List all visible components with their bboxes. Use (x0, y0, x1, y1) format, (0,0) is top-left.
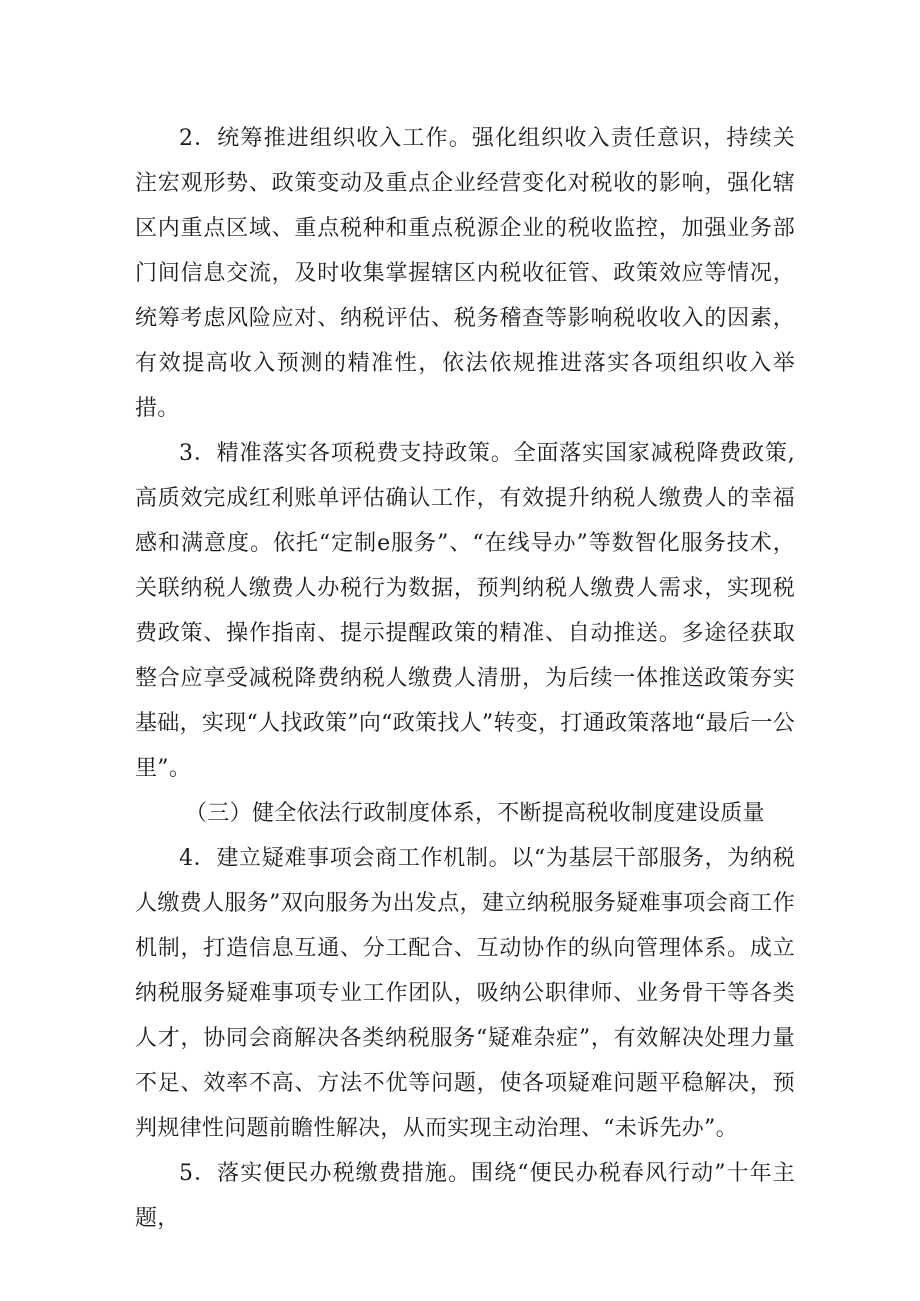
paragraph-item-3: 3．精准落实各项税费支持政策。全面落实国家减税降费政策,高质效完成红利账单评估确认工作，有效提升纳税人缴费人的幸福感和满意度。依托“定制e服务”、“在线导办”等数智化服务技术，关联纳税人缴费人办税行为数据，预判纳税人缴费人需求，实现税费政策、操作指南、提示提醒政策的精准、自动推送。多途径获取整合应享受减税降费纳税人缴费人清册，为后续一体推送政策夯实基础，实现“人找政策”向“政策找人”转变，打通政策落地“最后一公里”。 (135, 441, 795, 781)
section-heading-3: （三）健全依法行政制度体系，不断提高税收制度建设质量 (185, 801, 765, 826)
document-body (135, 116, 795, 1241)
paragraph-item-5: 5．落实便民办税缴费措施。围绕“便民办税春风行动”十年主题， (135, 1161, 795, 1231)
paragraph-item-2: 2．统筹推进组织收入工作。强化组织收入责任意识，持续关注宏观形势、政策变动及重点企业经营变化对税收的影响，强化辖区内重点区域、重点税种和重点税源企业的税收监控，加强业务部门间信息交流，及时收集掌握辖区内税收征管、政策效应等情况，统筹考虑风险应对、纳税评估、税务稽查等影响税收收入的因素，有效提高收入预测的精准性，依法依规推进落实各项组织收入举措。 (135, 126, 795, 421)
paragraph-item-4: 4．建立疑难事项会商工作机制。以“为基层干部服务，为纳税人缴费人服务”双向服务为出发点，建立纳税服务疑难事项会商工作机制，打造信息互通、分工配合、互动协作的纵向管理体系。成立纳税服务疑难事项专业工作团队，吸纳公职律师、业务骨干等各类人才，协同会商解决各类纳税服务“疑难杂症”，有效解决处理力量不足、效率不高、方法不优等问题，使各项疑难问题平稳解决，预判规律性问题前瞻性解决，从而实现主动治理、“未诉先办”。 (135, 846, 795, 1141)
